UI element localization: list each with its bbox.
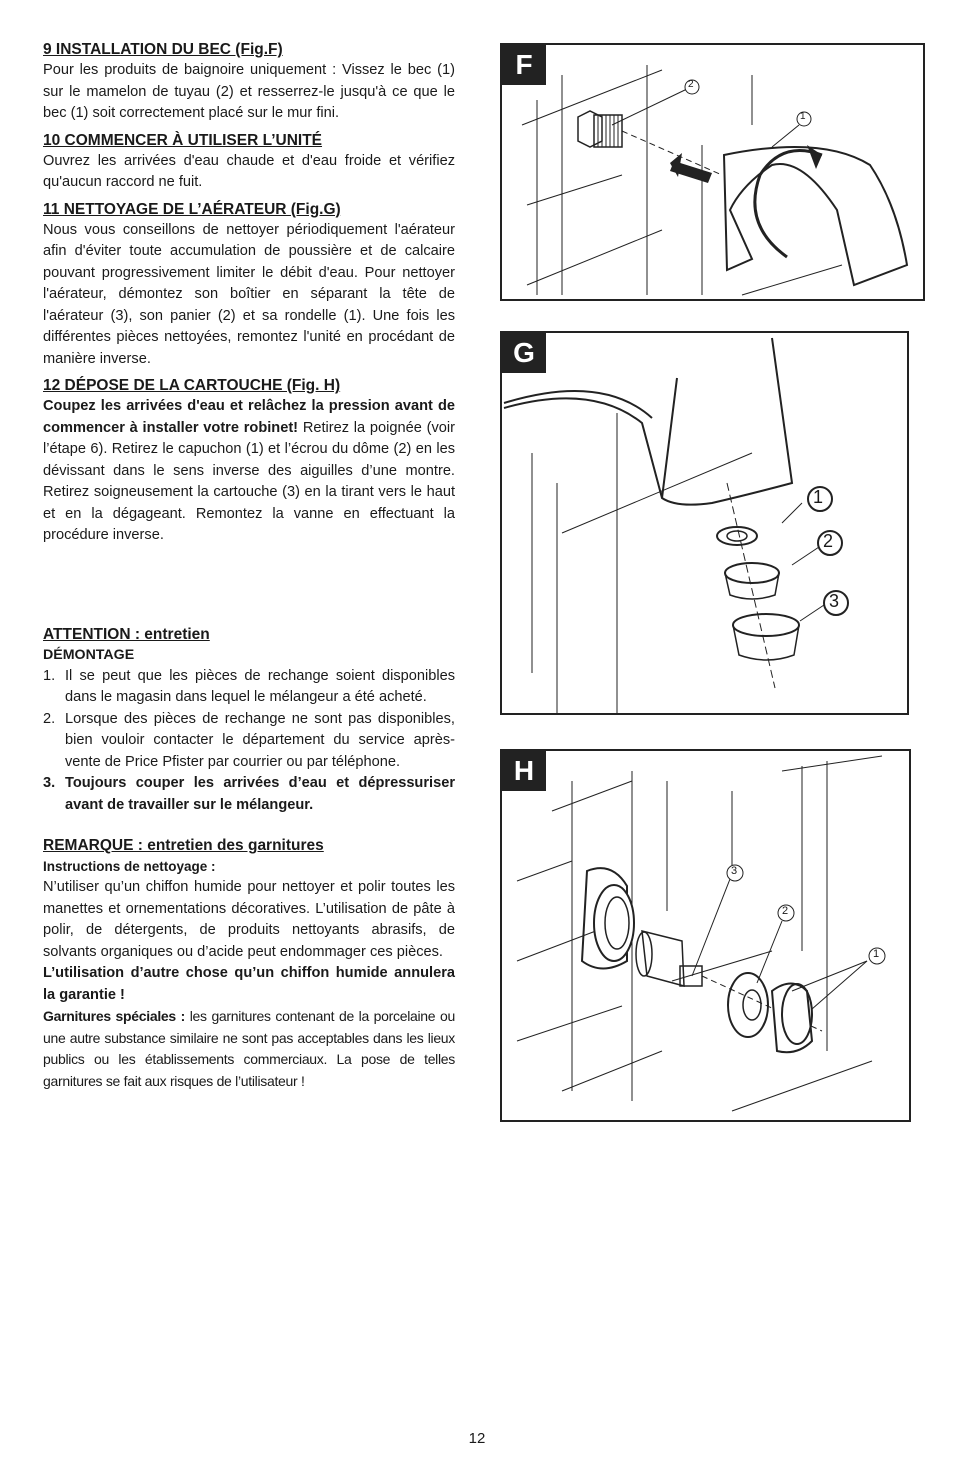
callout-1: 1 bbox=[873, 948, 880, 960]
figure-g bbox=[500, 331, 909, 715]
section-10-title: 10 COMMENCER À UTILISER L’UNITÉ bbox=[43, 131, 323, 149]
special-label: Garnitures spéciales : bbox=[43, 1008, 185, 1024]
page-number: 12 bbox=[468, 1430, 486, 1447]
section-11 bbox=[43, 200, 455, 371]
attention-list bbox=[43, 666, 455, 817]
section-11-title: 11 NETTOYAGE DE L’AÉRATEUR (Fig.G) bbox=[43, 200, 341, 218]
list-item-text: Il se peut que les pièces de rechange soient disponibles dans le magasin dans lequel le mélangeur a été acheté. bbox=[65, 667, 455, 705]
section-9-title: 9 INSTALLATION DU BEC (Fig.F) bbox=[43, 41, 283, 58]
section-12-title: 12 DÉPOSE DE LA CARTOUCHE (Fig. H) bbox=[43, 377, 341, 394]
list-item bbox=[43, 773, 455, 816]
figure-g-drawing bbox=[502, 333, 907, 713]
attention-section bbox=[43, 625, 455, 817]
list-item bbox=[43, 666, 455, 709]
callout-2: 2 bbox=[823, 531, 834, 551]
section-9 bbox=[43, 40, 455, 125]
special-text: les garnitures contenant de la porcelaine ou une autre substance similaire ne sont pas acceptables dans les lieux publics ou les établissements commerciaux. La pose de telles garnitures se fait aux risques de l’utilisateur ! bbox=[43, 1008, 455, 1089]
list-item-number: 1. bbox=[43, 667, 56, 684]
list-item-text: Lorsque des pièces de rechange ne sont pas disponibles, bien vouloir contacter le département du service après-vente de Price Pfister par courrier ou par téléphone. bbox=[65, 710, 455, 770]
figure-g-label: G bbox=[502, 333, 546, 373]
callout-3: 3 bbox=[829, 591, 840, 611]
section-12-body bbox=[43, 396, 455, 547]
list-item bbox=[43, 709, 455, 774]
figure-h bbox=[500, 749, 911, 1122]
figure-f-label: F bbox=[502, 45, 546, 85]
callout-2: 2 bbox=[782, 905, 789, 917]
figure-h-label: H bbox=[502, 751, 546, 791]
callout-3: 3 bbox=[731, 865, 738, 877]
callout-1: 1 bbox=[800, 111, 806, 122]
section-12 bbox=[43, 376, 455, 547]
section-9-body: Pour les produits de baignoire uniquement : Vissez le bec (1) sur le mamelon de tuyau (2) et resserrez-le jusqu'à ce que le bec (1) soit correctement placé sur le mur fini. bbox=[43, 62, 455, 121]
list-item-number: 3. bbox=[43, 775, 56, 791]
list-item-number: 2. bbox=[43, 710, 56, 727]
figure-f-drawing bbox=[502, 45, 923, 299]
section-12-warning: Coupez les arrivées d'eau et relâchez la pression avant de commencer à installer votre robinet! bbox=[43, 398, 455, 436]
section-10 bbox=[43, 131, 455, 194]
attention-subtitle: DÉMONTAGE bbox=[43, 646, 135, 663]
section-10-body: Ouvrez les arrivées d'eau chaude et d'eau froide et vérifiez qu'aucun raccord ne fuit. bbox=[43, 152, 455, 190]
callout-1: 1 bbox=[813, 487, 824, 507]
remarque-special bbox=[43, 1006, 455, 1092]
remarque-subtitle: Instructions de nettoyage : bbox=[43, 859, 216, 874]
remarque-section bbox=[43, 836, 455, 1092]
remarque-title: REMARQUE : entretien des garnitures bbox=[43, 837, 324, 854]
text-column bbox=[43, 40, 455, 1098]
section-11-body: Nous vous conseillons de nettoyer périodiquement l'aérateur afin d'éviter toute accumulation de poussière et de calcaire pouvant progressivement limiter le débit d'eau. Pour nettoyer l'aérateur, démontez son boîtier en séparant la tête de l'aérateur (3), son panier (2) et sa rondelle (1). Une fois les différentes pièces nettoyées, remontez l'unité en procédant de manière inverse. bbox=[43, 221, 455, 367]
section-12-text: Retirez la poignée (voir l’étape 6). Retirez le capuchon (1) et l’écrou du dôme (2) en les dévissant dans le sens inverse des aiguilles d’une montre. Retirez soigneusement la cartouche (3) en la tirant vers le haut et en la dégageant. Remontez la vanne en effectuant la procédure inverse. bbox=[43, 419, 456, 543]
figure-f bbox=[500, 43, 925, 301]
callout-2: 2 bbox=[688, 79, 694, 90]
attention-title: ATTENTION : entretien bbox=[43, 625, 210, 643]
remarque-warning: L’utilisation d’autre chose qu’un chiffon humide annulera la garantie ! bbox=[43, 965, 455, 1003]
remarque-body: N’utiliser qu’un chiffon humide pour nettoyer et polir toutes les manettes et ornementations décoratives. L’utilisation de pâte à polir, de détergents, de produits nettoyants abrasifs, de solvants organiques ou d’acide peut endommager ces pièces. bbox=[43, 879, 455, 960]
figure-h-drawing bbox=[502, 751, 909, 1120]
list-item-text: Toujours couper les arrivées d’eau et dépressuriser avant de travailler sur le mélangeur. bbox=[65, 775, 455, 813]
